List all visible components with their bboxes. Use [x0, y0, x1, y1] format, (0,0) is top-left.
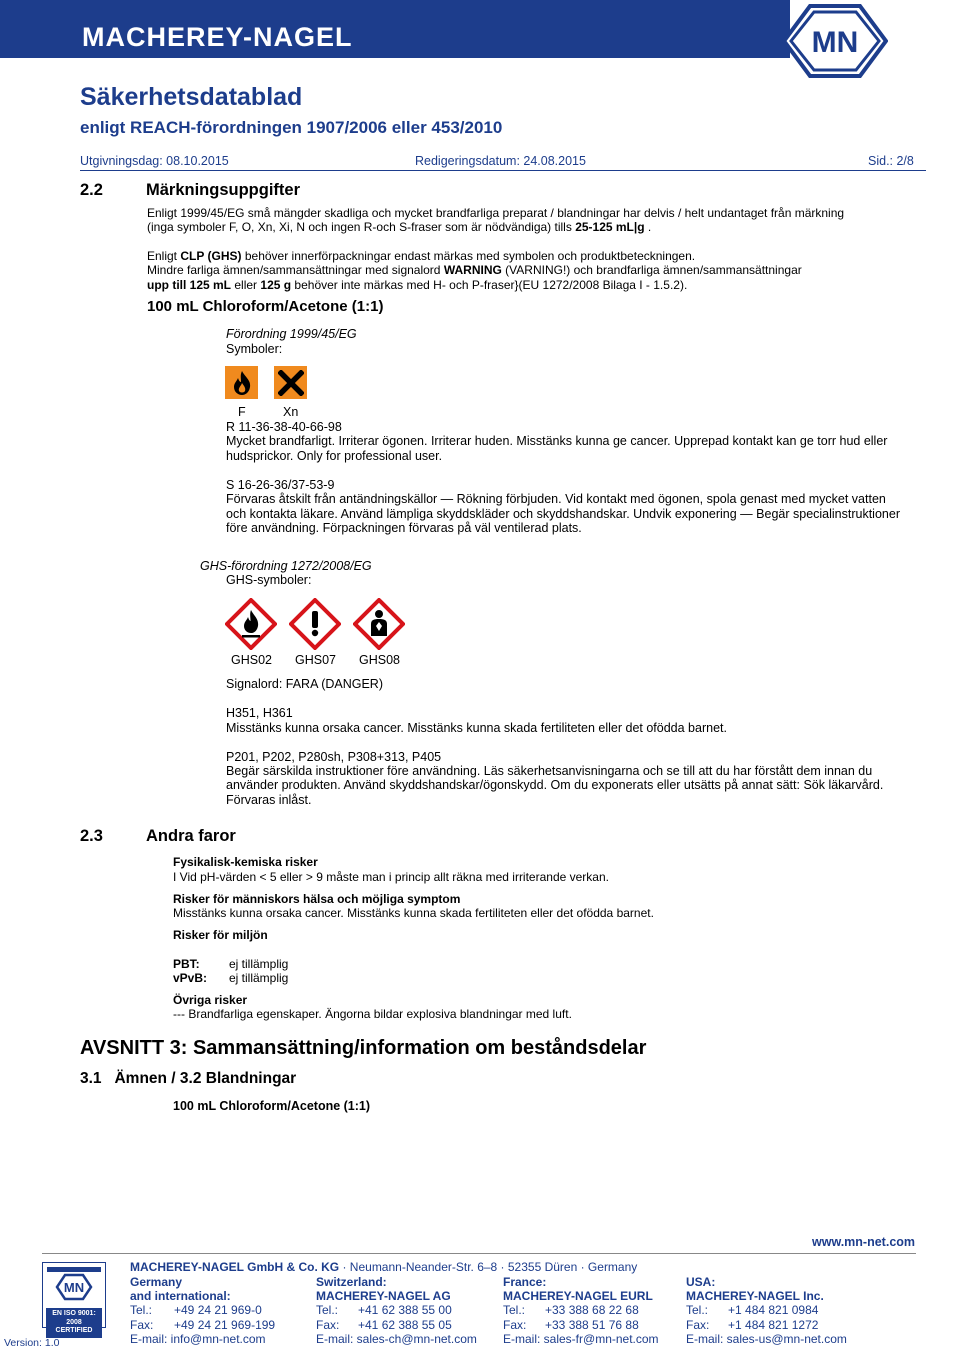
environment-title: Risker för miljön	[173, 928, 268, 942]
logo-text: MN	[811, 26, 859, 59]
para-1-line-1: Enligt 1999/45/EG små mängder skadliga och mycket brandfarliga preparat / blandningar har delvis / helt undantaget från märkning	[147, 206, 845, 220]
pbt-label: PBT:	[173, 957, 200, 971]
revision-date: Redigeringsdatum: 24.08.2015	[415, 154, 586, 168]
h-text: Misstänks kunna orsaka cancer. Misstänks kunna skada fertiliteten eller det ofödda barnet.	[226, 721, 727, 735]
section-2-2-number: 2.2	[80, 181, 103, 199]
section-3-title: AVSNITT 3: Sammansättning/information om beståndsdelar	[80, 1037, 647, 1059]
brand-name: MACHEREY-NAGEL	[82, 22, 353, 52]
p-text-line-1: Begär särskilda instruktioner före användning. Läs säkerhetsanvisningarna och se till att du har förstått dem innan du	[226, 764, 873, 778]
para-1-line-2: (inga symboler F, O, Xn, Xi, N och ingen R-och S-fraser som är nödvändiga) tills 25-125 mL|g .	[147, 220, 652, 234]
document-title: Säkerhetsdatablad	[80, 83, 303, 111]
para-2: Enligt CLP (GHS) behöver innerförpackningar endast märkas med symbolen och produktbeteckningen.	[147, 249, 696, 263]
symbols-label: Symboler:	[226, 342, 283, 356]
ghs-symbols-label: GHS-symboler:	[226, 573, 312, 587]
health-title: Risker för människors hälsa och möjliga symptom	[173, 892, 461, 906]
footer-col-switzerland: Switzerland: MACHEREY-NAGEL AG Tel.: +41 62 388 55 00 Fax: +41 62 388 55 05 E-mail: sales-ch@mn-net.com	[316, 1275, 477, 1346]
p-text-line-3: Förvaras inlåst.	[226, 793, 312, 807]
ghs-code-2: GHS07	[295, 653, 336, 667]
page-number: Sid.: 2/8	[868, 154, 914, 168]
footer-col-germany: Germany and international: Tel.: +49 24 21 969-0 Fax: +49 24 21 969-199 E-mail: info@mn-net.com	[130, 1275, 276, 1346]
iso-certificate-badge	[42, 1262, 106, 1334]
pbt-value: ej tillämplig	[229, 957, 289, 971]
section-2-2-title: Märkningsuppgifter	[146, 181, 301, 199]
ghs07-exclamation-icon	[289, 598, 341, 650]
section-3-product: 100 mL Chloroform/Acetone (1:1)	[173, 1099, 371, 1113]
other-risks-text: --- Brandfarliga egenskaper. Ängorna bildar explosiva blandningar med luft.	[173, 1007, 572, 1021]
phys-chem-text: I Vid pH-värden < 5 eller > 9 måste man i princip allt räkna med irriterande verkan.	[173, 870, 609, 884]
other-risks-title: Övriga risker	[173, 993, 248, 1007]
harmful-cross-icon	[274, 366, 307, 399]
ghs02-flame-icon	[225, 598, 277, 650]
header-rule	[80, 170, 926, 171]
r-text-line-1: Mycket brandfarligt. Irriterar ögonen. Irriterar huden. Misstänks kunna ge cancer. Upprepad kontakt kan ge torr hud eller	[226, 434, 888, 448]
certificate-logo-icon	[43, 1263, 105, 1303]
s-text-line-3: före användning. Förpackningen förvaras på väl ventilerad plats.	[226, 521, 582, 535]
para-4: upp till 125 mL eller 125 g behöver inte märkas med H- och P-fraser}(EU 1272/2008 Bilaga I - 1.5.2).	[147, 278, 688, 292]
health-text: Misstänks kunna orsaka cancer. Misstänks kunna skada fertiliteten eller det ofödda barnet.	[173, 906, 654, 920]
ghs-code-3: GHS08	[359, 653, 400, 667]
symbol-code-xn: Xn	[283, 405, 299, 419]
flame-icon	[225, 366, 258, 399]
footer-col-france: France: MACHEREY-NAGEL EURL Tel.: +33 388 68 22 68 Fax: +33 388 51 76 88 E-mail: sales-fr@mn-net.com	[503, 1275, 659, 1346]
certificate-text: EN ISO 9001: 2008 CERTIFIED	[46, 1308, 102, 1338]
section-2-3-number: 2.3	[80, 827, 103, 845]
product-name: 100 mL Chloroform/Acetone (1:1)	[147, 298, 384, 315]
document-subtitle: enligt REACH-förordningen 1907/2006 eller 453/2010	[80, 118, 503, 137]
r-text-line-2: hudsprickor. Only for professional user.	[226, 449, 443, 463]
company-line: MACHEREY-NAGEL GmbH & Co. KG · Neumann-Neander-Str. 6–8 · 52355 Düren · Germany	[130, 1260, 638, 1274]
vpvb-label: vPvB:	[173, 971, 208, 985]
mn-logo-icon	[782, 4, 888, 78]
s-phrases: S 16-26-36/37-53-9	[226, 478, 335, 492]
p-codes: P201, P202, P280sh, P308+313, P405	[226, 750, 442, 764]
ghs-code-1: GHS02	[231, 653, 272, 667]
regulation-ghs: GHS-förordning 1272/2008/EG	[200, 559, 372, 573]
section-3-1-title: 3.1 Ämnen / 3.2 Blandningar	[80, 1070, 297, 1087]
signal-word: Signalord: FARA (DANGER)	[226, 677, 383, 691]
version-label: Version: 1.0	[4, 1337, 60, 1349]
s-text-line-2: och kontakta läkare. Använd lämpliga skyddskläder och skyddshandskar. Undvik exponering — Begär specialinstruktioner	[226, 507, 900, 521]
issue-date: Utgivningsdag: 08.10.2015	[80, 154, 229, 168]
h-codes: H351, H361	[226, 706, 293, 720]
r-phrases: R 11-36-38-40-66-98	[226, 420, 342, 434]
section-2-3-title: Andra faror	[146, 827, 236, 845]
p-text-line-2: använder produkten. Använd skyddshandskar/ögonskydd. Om du exponerats eller utsätts på annat sätt: Sök läkarvård.	[226, 778, 884, 792]
regulation-1999: Förordning 1999/45/EG	[226, 327, 357, 341]
footer-rule	[42, 1253, 916, 1254]
website-link[interactable]: www.mn-net.com	[812, 1235, 916, 1249]
svg-text:MN: MN	[63, 1280, 85, 1295]
para-3: Mindre farliga ämnen/sammansättningar med signalord WARNING (VARNING!) och brandfarliga ämnen/sammansättningar	[147, 263, 802, 277]
vpvb-value: ej tillämplig	[229, 971, 289, 985]
footer-col-usa: USA: MACHEREY-NAGEL Inc. Tel.: +1 484 821 0984 Fax: +1 484 821 1272 E-mail: sales-us@mn-net.com	[686, 1275, 847, 1346]
ghs08-health-hazard-icon	[353, 598, 405, 650]
s-text-line-1: Förvaras åtskilt från antändningskällor — Rökning förbjuden. Vid kontakt med ögonen, spola genast med mycket vatten	[226, 492, 886, 506]
phys-chem-title: Fysikalisk-kemiska risker	[173, 855, 318, 869]
symbol-code-f: F	[238, 405, 246, 419]
